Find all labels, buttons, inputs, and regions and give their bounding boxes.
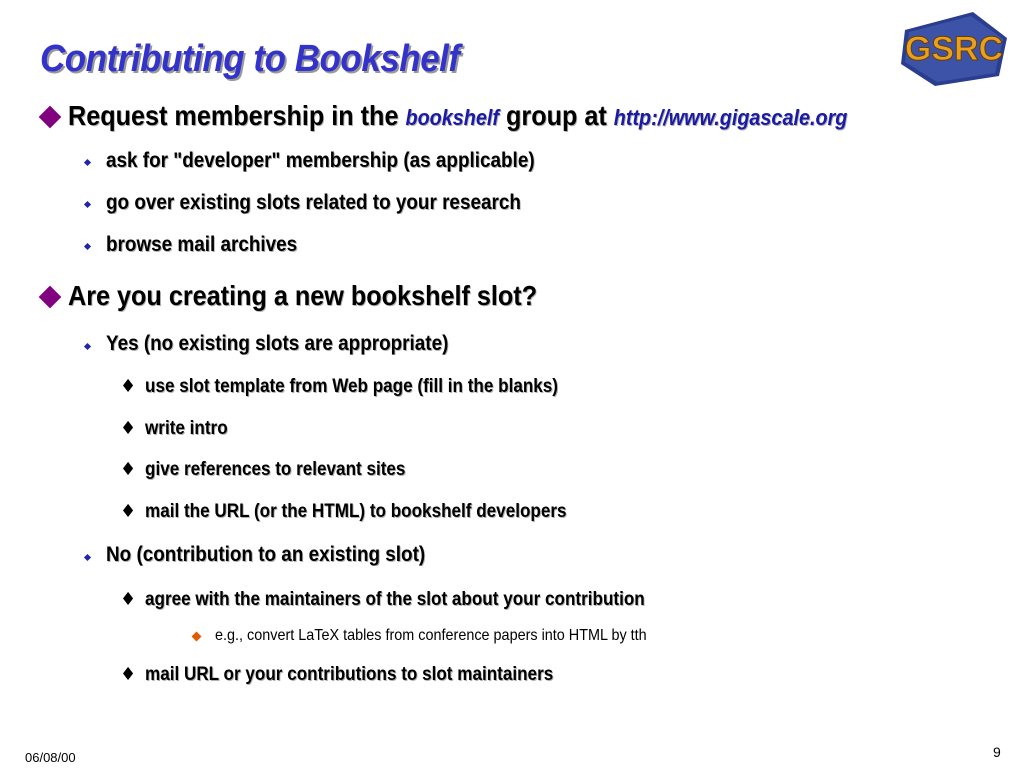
- gsrc-logo: [895, 8, 1013, 88]
- item-mail-contributions: mail URL or your contributions to slot maintainers: [145, 664, 554, 685]
- slide-date: 06/08/00: [25, 750, 76, 765]
- sub-bullet-existing-slots: go over existing slots related to your research: [106, 191, 521, 214]
- bookshelf-emphasis: bookshelf: [405, 105, 499, 130]
- purple-diamond-icon: [39, 106, 62, 129]
- sub-bullet-yes: Yes (no existing slots are appropriate): [106, 332, 449, 355]
- bullet-text: Request membership in the: [68, 100, 406, 131]
- small-blue-diamond-icon: [84, 343, 91, 350]
- sub-bullet-no: No (contribution to an existing slot): [106, 543, 426, 566]
- small-blue-diamond-icon: [84, 159, 91, 166]
- slide-title: Contributing to Bookshelf: [40, 38, 460, 80]
- black-diamond-icon: ♦: [120, 664, 137, 685]
- black-diamond-icon: ♦: [120, 418, 137, 439]
- small-blue-diamond-icon: [84, 201, 91, 208]
- svg-text:GSRC: GSRC: [904, 30, 1004, 68]
- sub-bullet-mail-archives: browse mail archives: [106, 233, 298, 256]
- item-write-intro: write intro: [145, 418, 228, 439]
- black-diamond-icon: ♦: [120, 459, 137, 480]
- item-mail-url: mail the URL (or the HTML) to bookshelf developers: [145, 501, 567, 522]
- small-blue-diamond-icon: [84, 554, 91, 561]
- bullet-text: group at: [498, 100, 614, 131]
- bullet-request-membership: [68, 100, 847, 132]
- page-number: 9: [993, 744, 1001, 760]
- orange-diamond-icon: [192, 632, 202, 642]
- black-diamond-icon: ♦: [120, 501, 137, 522]
- gigascale-link[interactable]: http://www.gigascale.org: [613, 105, 848, 130]
- sub-bullet-developer-membership: ask for "developer" membership (as applicable): [106, 149, 535, 172]
- item-agree-maintainers: agree with the maintainers of the slot about your contribution: [145, 589, 645, 610]
- item-slot-template: use slot template from Web page (fill in the blanks): [145, 376, 559, 397]
- note-latex-tables: e.g., convert LaTeX tables from conference papers into HTML by tth: [215, 627, 647, 644]
- black-diamond-icon: ♦: [120, 589, 137, 610]
- purple-diamond-icon: [39, 286, 62, 309]
- bullet-new-slot-question: Are you creating a new bookshelf slot?: [68, 280, 538, 311]
- item-give-references: give references to relevant sites: [145, 459, 406, 480]
- small-blue-diamond-icon: [84, 243, 91, 250]
- black-diamond-icon: ♦: [120, 376, 137, 397]
